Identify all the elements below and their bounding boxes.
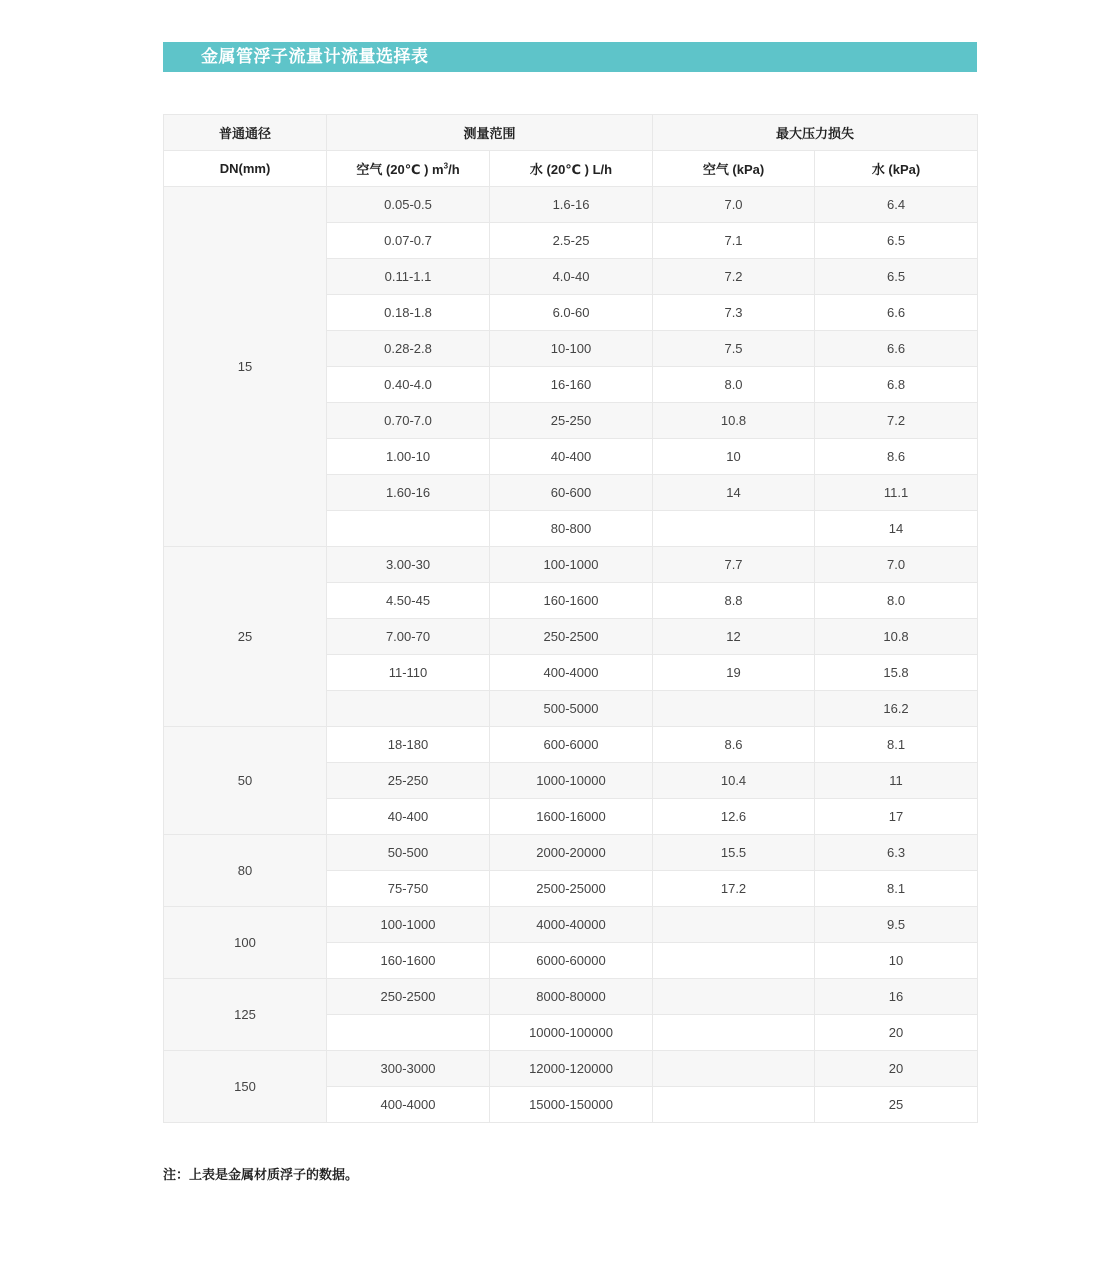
air-range-cell: 0.05-0.5 [327, 187, 490, 223]
air-range-cell: 0.07-0.7 [327, 223, 490, 259]
water-range-cell: 8000-80000 [490, 979, 653, 1015]
air-pressure-cell: 19 [653, 655, 815, 691]
air-range-cell: 40-400 [327, 799, 490, 835]
water-range-cell: 250-2500 [490, 619, 653, 655]
header-air-range-suffix: /h [448, 162, 460, 177]
header-max-pressure-loss: 最大压力损失 [653, 115, 978, 151]
air-range-cell: 0.70-7.0 [327, 403, 490, 439]
air-range-cell: 7.00-70 [327, 619, 490, 655]
header-measurement-range: 测量范围 [327, 115, 653, 151]
air-range-cell: 4.50-45 [327, 583, 490, 619]
water-pressure-cell: 11 [815, 763, 978, 799]
water-range-cell: 400-4000 [490, 655, 653, 691]
water-pressure-cell: 25 [815, 1087, 978, 1123]
dn-cell: 150 [164, 1051, 327, 1123]
water-range-cell: 16-160 [490, 367, 653, 403]
water-range-cell: 600-6000 [490, 727, 653, 763]
water-range-cell: 6000-60000 [490, 943, 653, 979]
table-row [164, 547, 978, 583]
header-air-range-sup: 3 [443, 161, 449, 171]
header-water-kpa: 水 (kPa) [815, 151, 978, 187]
table-note: 注：上表是金属材质浮子的数据。 [163, 1168, 359, 1183]
water-pressure-cell: 7.2 [815, 403, 978, 439]
header-row-2 [164, 151, 978, 187]
air-pressure-cell [653, 1015, 815, 1051]
water-range-cell: 100-1000 [490, 547, 653, 583]
air-pressure-cell [653, 511, 815, 547]
water-pressure-cell: 20 [815, 1015, 978, 1051]
air-range-cell: 1.60-16 [327, 475, 490, 511]
air-pressure-cell: 7.5 [653, 331, 815, 367]
water-pressure-cell: 16 [815, 979, 978, 1015]
flow-selection-table [163, 114, 978, 1123]
air-pressure-cell: 10.4 [653, 763, 815, 799]
water-range-cell: 500-5000 [490, 691, 653, 727]
page-title: 金属管浮子流量计流量选择表 [163, 42, 977, 72]
water-pressure-cell: 8.1 [815, 727, 978, 763]
water-pressure-cell: 20 [815, 1051, 978, 1087]
air-range-cell: 160-1600 [327, 943, 490, 979]
header-dn: DN(mm) [164, 151, 327, 187]
air-range-cell: 0.28-2.8 [327, 331, 490, 367]
air-pressure-cell: 8.6 [653, 727, 815, 763]
air-pressure-cell: 12 [653, 619, 815, 655]
water-range-cell: 10000-100000 [490, 1015, 653, 1051]
water-pressure-cell: 6.5 [815, 259, 978, 295]
table-row [164, 727, 978, 763]
water-range-cell: 25-250 [490, 403, 653, 439]
header-water-range: 水 (20℃ ) L/h [490, 151, 653, 187]
water-pressure-cell: 6.6 [815, 295, 978, 331]
air-pressure-cell: 12.6 [653, 799, 815, 835]
water-range-cell: 12000-120000 [490, 1051, 653, 1087]
air-pressure-cell: 8.0 [653, 367, 815, 403]
dn-cell: 80 [164, 835, 327, 907]
water-pressure-cell: 8.0 [815, 583, 978, 619]
air-range-cell: 25-250 [327, 763, 490, 799]
water-range-cell: 2000-20000 [490, 835, 653, 871]
water-pressure-cell: 6.3 [815, 835, 978, 871]
water-pressure-cell: 7.0 [815, 547, 978, 583]
air-range-cell: 100-1000 [327, 907, 490, 943]
air-pressure-cell: 10 [653, 439, 815, 475]
table-row [164, 1051, 978, 1087]
air-pressure-cell: 7.2 [653, 259, 815, 295]
water-range-cell: 15000-150000 [490, 1087, 653, 1123]
table-body [164, 187, 978, 1123]
water-range-cell: 80-800 [490, 511, 653, 547]
water-pressure-cell: 14 [815, 511, 978, 547]
air-pressure-cell: 10.8 [653, 403, 815, 439]
air-range-cell: 18-180 [327, 727, 490, 763]
air-range-cell: 0.11-1.1 [327, 259, 490, 295]
water-range-cell: 2.5-25 [490, 223, 653, 259]
header-air-range [327, 151, 490, 187]
air-pressure-cell [653, 691, 815, 727]
water-pressure-cell: 10 [815, 943, 978, 979]
water-range-cell: 4.0-40 [490, 259, 653, 295]
water-pressure-cell: 6.5 [815, 223, 978, 259]
air-range-cell [327, 1015, 490, 1051]
water-range-cell: 4000-40000 [490, 907, 653, 943]
table-row [164, 835, 978, 871]
water-range-cell: 1600-16000 [490, 799, 653, 835]
dn-cell: 25 [164, 547, 327, 727]
table-row [164, 907, 978, 943]
air-range-cell: 50-500 [327, 835, 490, 871]
air-range-cell: 250-2500 [327, 979, 490, 1015]
air-range-cell: 11-110 [327, 655, 490, 691]
water-pressure-cell: 11.1 [815, 475, 978, 511]
air-pressure-cell: 7.7 [653, 547, 815, 583]
header-row-1 [164, 115, 978, 151]
water-range-cell: 10-100 [490, 331, 653, 367]
air-pressure-cell: 7.0 [653, 187, 815, 223]
air-range-cell: 0.18-1.8 [327, 295, 490, 331]
water-pressure-cell: 17 [815, 799, 978, 835]
water-pressure-cell: 8.1 [815, 871, 978, 907]
air-range-cell: 0.40-4.0 [327, 367, 490, 403]
water-pressure-cell: 6.4 [815, 187, 978, 223]
dn-cell: 125 [164, 979, 327, 1051]
water-pressure-cell: 6.8 [815, 367, 978, 403]
air-pressure-cell: 7.1 [653, 223, 815, 259]
air-pressure-cell [653, 907, 815, 943]
air-pressure-cell: 15.5 [653, 835, 815, 871]
air-range-cell: 1.00-10 [327, 439, 490, 475]
table-row [164, 979, 978, 1015]
header-air-range-prefix: 空气 (20℃ ) m [356, 162, 444, 177]
water-pressure-cell: 8.6 [815, 439, 978, 475]
water-range-cell: 6.0-60 [490, 295, 653, 331]
header-nominal-diameter: 普通通径 [164, 115, 327, 151]
water-range-cell: 1000-10000 [490, 763, 653, 799]
table-row [164, 187, 978, 223]
air-pressure-cell [653, 979, 815, 1015]
water-range-cell: 1.6-16 [490, 187, 653, 223]
air-pressure-cell: 17.2 [653, 871, 815, 907]
water-pressure-cell: 16.2 [815, 691, 978, 727]
air-pressure-cell [653, 943, 815, 979]
air-range-cell: 400-4000 [327, 1087, 490, 1123]
water-range-cell: 2500-25000 [490, 871, 653, 907]
water-pressure-cell: 9.5 [815, 907, 978, 943]
air-pressure-cell [653, 1051, 815, 1087]
water-range-cell: 160-1600 [490, 583, 653, 619]
air-range-cell [327, 691, 490, 727]
water-pressure-cell: 6.6 [815, 331, 978, 367]
air-range-cell [327, 511, 490, 547]
water-pressure-cell: 15.8 [815, 655, 978, 691]
dn-cell: 15 [164, 187, 327, 547]
air-range-cell: 75-750 [327, 871, 490, 907]
water-range-cell: 40-400 [490, 439, 653, 475]
header-air-kpa: 空气 (kPa) [653, 151, 815, 187]
water-range-cell: 60-600 [490, 475, 653, 511]
dn-cell: 100 [164, 907, 327, 979]
dn-cell: 50 [164, 727, 327, 835]
air-range-cell: 300-3000 [327, 1051, 490, 1087]
air-range-cell: 3.00-30 [327, 547, 490, 583]
air-pressure-cell: 7.3 [653, 295, 815, 331]
air-pressure-cell: 14 [653, 475, 815, 511]
air-pressure-cell [653, 1087, 815, 1123]
air-pressure-cell: 8.8 [653, 583, 815, 619]
water-pressure-cell: 10.8 [815, 619, 978, 655]
